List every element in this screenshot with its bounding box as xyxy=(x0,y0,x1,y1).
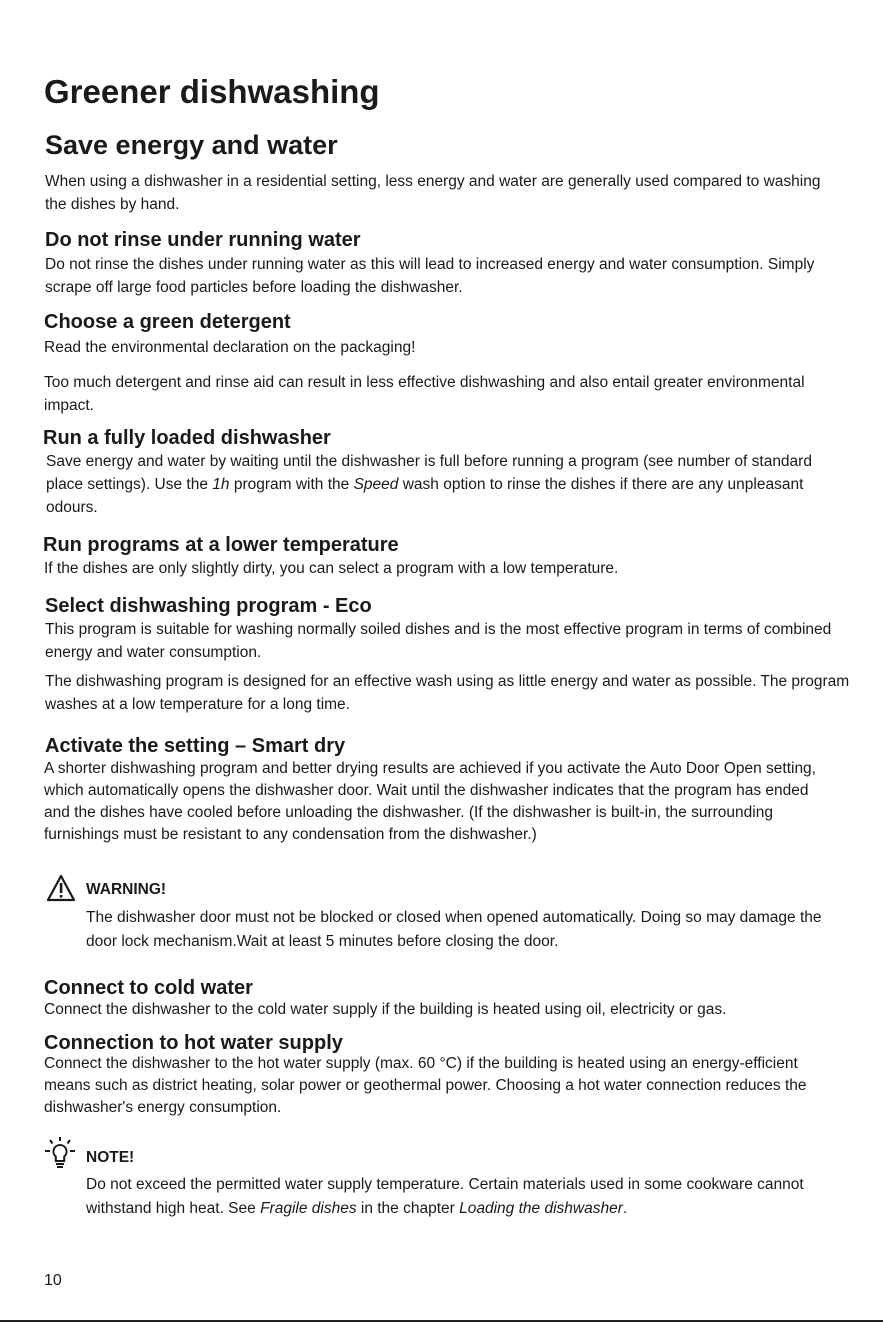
warning-paragraph: The dishwasher door must not be blocked or closed when opened automatically. Doing so may damage the door lock mechanism.Wait at least 5 minutes before closing the door. xyxy=(86,909,822,950)
heading-do-not-rinse: Do not rinse under running water xyxy=(45,229,361,251)
lightbulb-icon xyxy=(44,1136,76,1172)
loaded-text-c: wash option to rinse the dishes if there are any unpleasant odours. xyxy=(46,476,804,516)
note-title: NOTE! xyxy=(86,1149,135,1166)
heading-cold-water: Connect to cold water xyxy=(44,977,253,999)
smart-dry-heading-prefix: Activate the setting – xyxy=(45,735,247,757)
hot-water-paragraph: Connect the dishwasher to the hot water supply (max. 60 °C) if the building is heated using an energy-efficient means such as district heating, solar power or geothermal power. Choosing a hot water connection reduces the dishwasher's energy consumption. xyxy=(44,1055,807,1116)
note-text-c: . xyxy=(622,1200,628,1217)
heading-fully-loaded: Run a fully loaded dishwasher xyxy=(43,427,331,449)
note-paragraph xyxy=(86,1173,846,1221)
eco-paragraph-1: This program is suitable for washing normally soiled dishes and is the most effective program in terms of combined energy and water consumption. xyxy=(45,621,832,661)
page-number: 10 xyxy=(44,1272,62,1289)
speed-option-label: Speed xyxy=(353,476,399,493)
heading-green-detergent: Choose a green detergent xyxy=(44,311,291,333)
heading-lower-temperature: Run programs at a lower temperature xyxy=(43,534,399,556)
note-text-a: Do not exceed the permitted water supply temperature. Certain materials used in some cookware cannot withstand high heat. See xyxy=(86,1176,804,1217)
loading-chapter-reference: Loading the dishwasher xyxy=(459,1200,623,1217)
note-text-b: in the chapter xyxy=(356,1200,460,1217)
smart-dry-paragraph: A shorter dishwashing program and better drying results are achieved if you activate the Auto Door Open setting, which automatically opens the dishwasher door. Wait until the dishwasher indicates that the program has ended and the dishes have cooled before unloading the dishwasher. (If the dishwasher is built-in, the surrounding furnishings must be resistant to any condensation from the dishwasher.) xyxy=(44,760,816,843)
heading-smart-dry xyxy=(45,734,345,758)
lower-temp-paragraph: If the dishes are only slightly dirty, you can select a program with a low temperature. xyxy=(44,560,619,577)
cold-water-paragraph: Connect the dishwasher to the cold water supply if the building is heated using oil, electricity or gas. xyxy=(44,1001,727,1018)
bottom-divider xyxy=(0,1320,883,1322)
warning-title: WARNING! xyxy=(86,881,167,898)
loaded-text-a: Save energy and water by waiting until the dishwasher is full before running a program (see number of standard place settings). Use the xyxy=(46,453,812,493)
intro-paragraph: When using a dishwasher in a residential setting, less energy and water are generally used compared to washing the dishes by hand. xyxy=(45,173,821,213)
detergent-paragraph-1: Read the environmental declaration on the packaging! xyxy=(44,339,416,356)
page-title: Greener dishwashing xyxy=(44,73,380,110)
program-1h-label: 1h xyxy=(212,476,230,493)
loaded-paragraph xyxy=(46,450,846,519)
rinse-paragraph: Do not rinse the dishes under running water as this will lead to increased energy and water consumption. Simply scrape off large food particles before loading the dishwasher. xyxy=(45,256,815,296)
heading-hot-water: Connection to hot water supply xyxy=(44,1032,343,1054)
eco-paragraph-2: The dishwashing program is designed for an effective wash using as little energy and water as possible. The program washes at a low temperature for a long time. xyxy=(45,673,850,713)
fragile-dishes-reference: Fragile dishes xyxy=(260,1200,357,1217)
smart-dry-heading-name: Smart dry xyxy=(251,735,346,757)
warning-triangle-icon xyxy=(46,874,76,902)
heading-eco-program: Select dishwashing program - Eco xyxy=(45,595,372,617)
page-subtitle: Save energy and water xyxy=(45,130,338,160)
detergent-paragraph-2: Too much detergent and rinse aid can result in less effective dishwashing and also entail greater environmental impact. xyxy=(44,374,805,414)
loaded-text-b: program with the xyxy=(229,476,354,493)
